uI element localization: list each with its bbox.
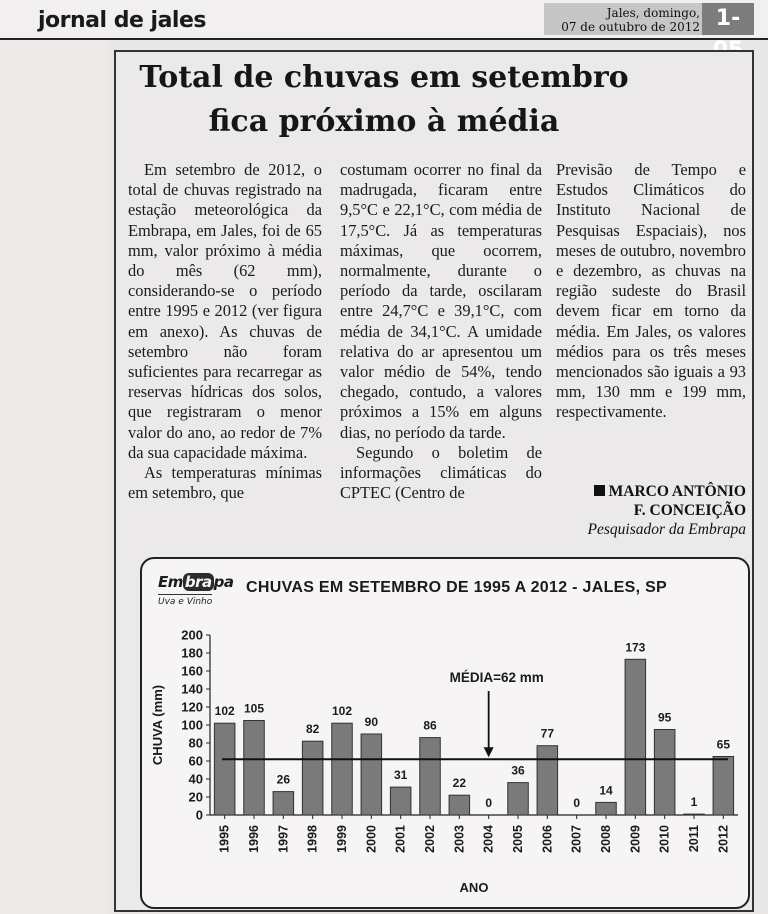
bar [713, 757, 734, 816]
x-tick-label: 2012 [716, 825, 731, 853]
bar [684, 814, 705, 815]
left-margin-strip [0, 40, 108, 914]
author-signature [556, 482, 746, 520]
bar [214, 723, 235, 815]
bar-value-label: 86 [423, 718, 437, 733]
x-tick-label: 1995 [217, 825, 232, 853]
bar [390, 787, 411, 815]
date-line [544, 3, 706, 35]
bar-value-label: 102 [214, 704, 235, 719]
y-tick-label: 140 [181, 681, 203, 697]
x-tick-label: 2004 [481, 825, 496, 853]
bar [654, 730, 675, 816]
x-tick-label: 1997 [276, 825, 291, 853]
author-name-line-2: F. CONCEIÇÃO [633, 502, 746, 519]
bar [332, 723, 353, 815]
logo-word-left: Em [158, 573, 183, 591]
headline-line-1: Total de chuvas em setembro [139, 60, 629, 95]
x-tick-label: 1996 [247, 825, 261, 853]
bar-value-label: 14 [599, 783, 613, 798]
y-tick-label: 100 [181, 717, 203, 733]
author-role: Pesquisador da Embrapa [587, 521, 746, 538]
article-paragraph: Segundo o boletim de informações climáticas do CPTEC (Centro de [340, 442, 542, 503]
y-tick-label: 40 [188, 771, 203, 787]
article-paragraph: Em setembro de 2012, o total de chuvas registrado na estação meteorológica da Embrapa, em Jales, foi de 65 mm, valor próximo à média do mês (62 mm), considerando-se o período entre 1995 e 2012 (ver figura em anexo). As chuvas de setembro não foram suficientes para recarregar as reservas hídricas dos solos, que registraram o menor valor do ano, ao redor de 7% da sua capacidade máxima. [128, 160, 322, 462]
article-paragraph: Previsão de Tempo e Estudos Climáticos do Instituto Nacional de Pesquisas Espaciais), nos meses de outubro, novembro e dezembro, as chuvas na região sudeste do Brasil devem ficar em torno da média. Em Jales, os valores médios para os três meses mencionados são iguais a 93 mm, 130 mm e 199 mm, respectivamente. [556, 160, 746, 422]
y-tick-label: 20 [188, 789, 203, 805]
bar-value-label: 22 [452, 776, 467, 791]
bar-value-label: 105 [243, 701, 265, 716]
x-axis-label: ANO [459, 880, 489, 895]
article-paragraph: costumam ocorrer no final da madrugada, ficaram entre 9,5°C e 22,1°C, com média de 17,5°C. Já as temperaturas máximas, que ocorrem, normalmente, durante o período da tarde, oscilaram entre 24,7°C e 39,1°C, com média de 34,1°C. A umidade relativa do ar apresentou um valor médio de 54%, tendo chegado, contudo, a valores próximos a 15% em alguns dias, no período da tarde. [340, 160, 542, 442]
date-line-date: 07 de outubro de 2012 [561, 20, 700, 34]
bar [273, 792, 294, 815]
y-axis-label: CHUVA (mm) [150, 684, 165, 766]
x-tick-label: 2002 [423, 825, 437, 853]
bar-value-label: 102 [331, 704, 353, 719]
logo-word-mid: bra [184, 573, 212, 591]
bar [508, 783, 529, 815]
x-tick-label: 2003 [452, 825, 467, 853]
bullet-square-icon [594, 485, 605, 496]
bar-value-label: 77 [540, 726, 555, 741]
chart-title: CHUVAS EM SETEMBRO DE 1995 A 2012 - JALES, SP [246, 579, 668, 596]
author-name-text: MARCO ANTÔNIO [608, 483, 746, 500]
y-tick-label: 80 [188, 735, 203, 751]
article-column-3 [556, 160, 746, 423]
bar [625, 659, 646, 815]
x-tick-label: 2010 [657, 825, 672, 853]
x-tick-label: 2001 [393, 825, 408, 853]
bar-value-label: 173 [625, 640, 646, 655]
y-tick-label: 180 [181, 645, 203, 661]
headline-line-2: fica próximo à média [208, 104, 560, 139]
bar [420, 738, 441, 815]
logo-word-right: pa [213, 573, 234, 591]
bar [449, 795, 470, 815]
masthead-rule [0, 38, 768, 40]
y-tick-label: 160 [181, 663, 203, 679]
bar-value-label: 0 [485, 796, 493, 810]
bar-value-label: 26 [276, 772, 291, 787]
bar-value-label: 82 [305, 722, 320, 737]
y-tick-label: 0 [195, 807, 203, 823]
author-name-line-1 [556, 482, 746, 501]
chart-plot [142, 559, 748, 907]
x-tick-label: 2006 [540, 825, 555, 853]
masthead-bar [0, 0, 768, 40]
newspaper-name: jornal de jales [38, 8, 206, 33]
x-tick-label: 2011 [687, 825, 701, 853]
x-tick-label: 1998 [305, 825, 320, 853]
y-tick-label: 120 [181, 699, 203, 715]
bar-value-label: 31 [393, 768, 408, 783]
bar-value-label: 0 [573, 796, 581, 810]
bar [302, 741, 323, 815]
rainfall-chart [140, 557, 750, 909]
mean-arrow-head [484, 747, 494, 757]
bar [537, 746, 558, 815]
article-paragraph: As temperaturas mínimas em setembro, que [128, 463, 322, 503]
x-tick-label: 2008 [599, 825, 613, 853]
x-tick-label: 2007 [569, 825, 584, 853]
bar-value-label: 36 [511, 763, 525, 778]
page-number: 1- [702, 3, 754, 35]
article-headline [0, 56, 768, 144]
x-tick-label: 2009 [628, 825, 643, 853]
article-column-2 [340, 160, 542, 503]
bar [361, 734, 382, 815]
date-line-weekday: Jales, domingo, [606, 6, 700, 20]
bar-value-label: 90 [364, 715, 379, 729]
y-tick-label: 200 [181, 627, 203, 643]
bar [596, 802, 617, 815]
bar [244, 721, 265, 816]
article-column-1 [128, 160, 322, 503]
x-tick-label: 2005 [511, 825, 525, 853]
logo-subtitle: Uva e Vinho [158, 597, 213, 607]
bar-value-label: 95 [657, 710, 672, 725]
x-tick-label: 1999 [335, 825, 349, 853]
bar-value-label: 65 [716, 737, 731, 752]
y-tick-label: 60 [188, 753, 203, 769]
mean-annotation: MÉDIA=62 mm [449, 670, 544, 685]
bar-value-label: 1 [690, 795, 698, 810]
x-tick-label: 2000 [364, 825, 379, 853]
